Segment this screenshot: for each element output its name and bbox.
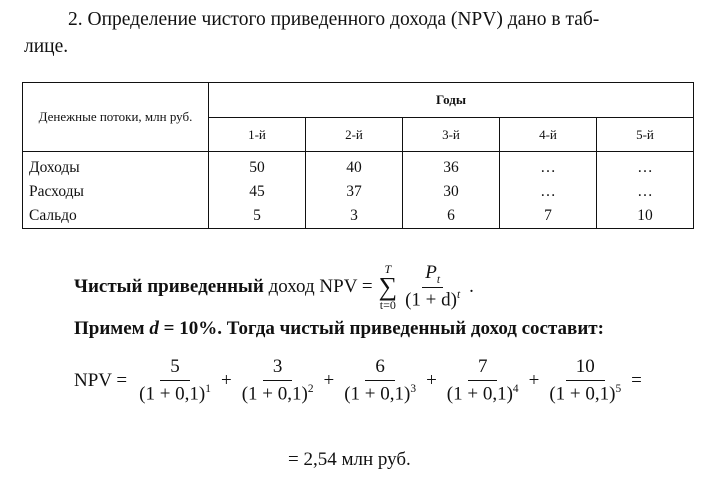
table-cell: 50: [209, 152, 306, 181]
table-row-income: [23, 152, 694, 181]
intro-line-1: 2. Определение чистого приведенного дохода (NPV) дано в таб-: [68, 9, 600, 30]
year-header: 2-й: [306, 118, 403, 152]
term-exponent: 1: [205, 383, 211, 395]
npv-result: = 2,54 млн руб.: [288, 449, 411, 470]
term-denominator: [443, 381, 523, 405]
table-cell: …: [500, 152, 597, 181]
term-denominator: [238, 381, 318, 405]
numerator-symbol: P: [425, 262, 437, 283]
plus-sign: +: [323, 369, 335, 391]
discount-fraction: [402, 262, 463, 311]
sum-upper-limit: T: [384, 261, 392, 276]
plus-sign: +: [528, 369, 540, 391]
npv-term: [545, 356, 625, 405]
table-cell: 6: [403, 204, 500, 229]
term-numerator: 3: [263, 356, 293, 381]
table-cell: 40: [306, 152, 403, 181]
table-cell: 45: [209, 180, 306, 204]
term-denominator: [135, 381, 215, 405]
fraction-denominator: [402, 288, 463, 311]
term-base: (1 + 0,1): [446, 383, 513, 405]
sum-operator: [379, 263, 398, 311]
corner-header: Денежные потоки, млн руб.: [23, 83, 209, 152]
table-cell: 30: [403, 180, 500, 204]
table-cell: 10: [597, 204, 694, 229]
npv-term: [135, 356, 215, 405]
denominator-exponent: t: [456, 288, 461, 301]
assumption-variable: d: [149, 318, 159, 339]
term-base: (1 + 0,1): [139, 383, 206, 405]
term-numerator: 6: [365, 356, 395, 381]
sum-lower-limit: t=0: [379, 297, 396, 312]
npv-calculation: [74, 356, 646, 405]
term-base: (1 + 0,1): [344, 383, 411, 405]
table-cell: 3: [306, 204, 403, 229]
npv-term: [238, 356, 318, 405]
row-label: Доходы: [23, 152, 209, 181]
intro-line-2: лице.: [24, 36, 69, 57]
equals-sign: =: [631, 369, 642, 391]
formula-label-bold: Чистый приведенный: [74, 275, 264, 297]
assumption-text-before: Примем: [74, 318, 150, 339]
row-label: Расходы: [23, 180, 209, 204]
cash-flow-table: [22, 82, 694, 229]
npv-lhs: NPV =: [74, 369, 128, 391]
term-base: (1 + 0,1): [241, 383, 308, 405]
table-cell: 37: [306, 180, 403, 204]
table-row-expenses: [23, 180, 694, 204]
year-header: 3-й: [403, 118, 500, 152]
term-exponent: 3: [410, 383, 417, 395]
term-numerator: 5: [160, 356, 190, 381]
table-cell: 7: [500, 204, 597, 229]
row-label: Сальдо: [23, 204, 209, 229]
numerator-subscript: t: [436, 273, 441, 286]
table-cell: 36: [403, 152, 500, 181]
table-cell: …: [597, 152, 694, 181]
term-exponent: 2: [307, 383, 314, 395]
term-exponent: 5: [615, 383, 622, 395]
denominator-expression: (1 + d): [405, 289, 457, 311]
sigma-icon: ∑: [378, 271, 398, 301]
formula-label: доход NPV =: [263, 275, 373, 297]
plus-sign: +: [220, 369, 232, 391]
table-row-balance: [23, 204, 694, 229]
years-header: Годы: [209, 83, 694, 118]
term-numerator: 10: [566, 356, 605, 381]
assumption-line: [74, 318, 604, 340]
term-numerator: 7: [468, 356, 498, 381]
table-cell: 5: [209, 204, 306, 229]
term-exponent: 4: [512, 383, 519, 395]
npv-term: [340, 356, 420, 405]
year-header: 1-й: [209, 118, 306, 152]
formula-end: .: [469, 275, 474, 297]
fraction-numerator: [422, 262, 443, 288]
year-header: 5-й: [597, 118, 694, 152]
table-cell: …: [597, 180, 694, 204]
npv-definition-formula: [74, 262, 474, 311]
plus-sign: +: [426, 369, 437, 391]
intro-paragraph: [24, 6, 704, 60]
term-denominator: [545, 381, 625, 405]
table-cell: …: [500, 180, 597, 204]
term-base: (1 + 0,1): [549, 383, 616, 405]
term-denominator: [340, 381, 420, 405]
npv-term: [443, 356, 523, 405]
year-header: 4-й: [500, 118, 597, 152]
assumption-text-after: = 10%. Тогда чистый приведенный доход составит:: [158, 318, 604, 339]
